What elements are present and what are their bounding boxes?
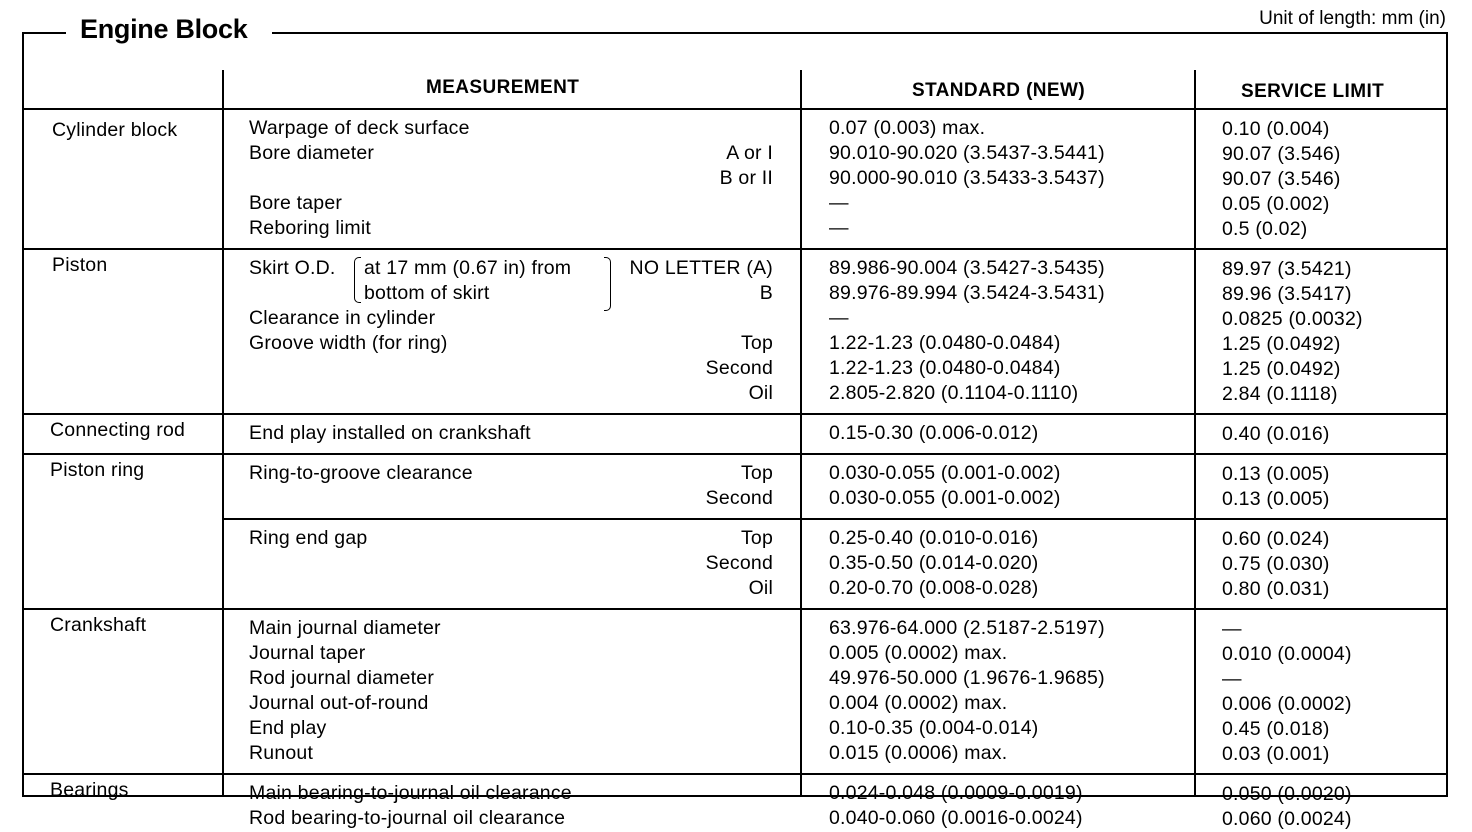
measurement-label: Groove width (for ring) [249,332,448,354]
standard-value: 0.07 (0.003) max. [829,117,986,139]
standard-value: 2.805-2.820 (0.1104-0.1110) [829,382,1079,404]
service-limit-value: 1.25 (0.0492) [1222,333,1341,355]
service-limit-value: 89.96 (3.5417) [1222,283,1352,305]
qualifier-label: NO LETTER (A) [629,257,773,279]
standard-value: 1.22-1.23 (0.0480-0.0484) [829,357,1061,379]
qualifier-label: B [759,282,773,304]
service-limit-value: 90.07 (3.546) [1222,143,1341,165]
measurement-label: Ring-to-groove clearance [249,462,473,484]
standard-value: 0.024-0.048 (0.0009-0.0019) [829,782,1083,804]
measurement-label: Bore taper [249,192,343,214]
qualifier-label: Second [705,552,773,574]
measurement-label: Warpage of deck surface [249,117,470,139]
service-limit-value: 0.006 (0.0002) [1222,693,1352,715]
qualifier-label: Oil [748,382,773,404]
category-label: Piston [52,254,108,276]
measurement-label: End play installed on crankshaft [249,422,531,444]
standard-value: 89.986-90.004 (3.5427-3.5435) [829,257,1105,279]
service-limit-value: 90.07 (3.546) [1222,168,1341,190]
standard-value: 0.030-0.055 (0.001-0.002) [829,487,1061,509]
measurement-label: Bore diameter [249,142,375,164]
standard-value: 90.000-90.010 (3.5433-3.5437) [829,167,1105,189]
service-limit-value: 0.03 (0.001) [1222,743,1330,765]
standard-value: 0.25-0.40 (0.010-0.016) [829,527,1039,549]
standard-value: — [829,307,849,329]
standard-value: 63.976-64.000 (2.5187-2.5197) [829,617,1105,639]
measurement-label: Rod bearing-to-journal oil clearance [249,807,566,829]
service-limit-value: 1.25 (0.0492) [1222,358,1341,380]
qualifier-label: A or I [726,142,773,164]
service-limit-value: — [1222,668,1242,690]
col-rule-1 [222,70,224,796]
standard-value: 1.22-1.23 (0.0480-0.0484) [829,332,1061,354]
measurement-label: Main bearing-to-journal oil clearance [249,782,572,804]
measurement-label: Journal out-of-round [249,692,429,714]
measurement-label: Reboring limit [249,217,372,239]
frame-top-left [22,32,66,34]
section-rule [22,248,1447,250]
measurement-label: Ring end gap [249,527,368,549]
header-rule [22,108,1447,110]
col-rule-3 [1194,70,1196,796]
standard-value: 0.030-0.055 (0.001-0.002) [829,462,1061,484]
measurement-label: Journal taper [249,642,366,664]
category-label: Piston ring [50,459,145,481]
section-rule [22,413,1447,415]
qualifier-label: Oil [748,577,773,599]
service-limit-value: 0.060 (0.0024) [1222,808,1352,830]
standard-value: 89.976-89.994 (3.5424-3.5431) [829,282,1105,304]
service-limit-value: 89.97 (3.5421) [1222,258,1352,280]
service-limit-value: 0.0825 (0.0032) [1222,308,1363,330]
service-limit-value: 0.5 (0.02) [1222,218,1308,240]
standard-value: — [829,192,849,214]
unit-note: Unit of length: mm (in) [1259,8,1446,29]
section-rule [22,773,1447,775]
service-limit-value: 0.45 (0.018) [1222,718,1330,740]
service-limit-value: 0.050 (0.0020) [1222,783,1352,805]
standard-value: 0.20-0.70 (0.008-0.028) [829,577,1039,599]
group-rule [222,518,1447,520]
measurement-label: Rod journal diameter [249,667,435,689]
service-limit-value: 0.13 (0.005) [1222,463,1330,485]
skirt-note: bottom of skirt [364,282,490,304]
qualifier-label: Second [705,357,773,379]
qualifier-label: B or II [719,167,773,189]
service-limit-value: 2.84 (0.1118) [1222,383,1338,405]
service-limit-value: 0.13 (0.005) [1222,488,1330,510]
service-limit-value: 0.10 (0.004) [1222,118,1330,140]
section-rule [22,453,1447,455]
measurement-label: Clearance in cylinder [249,307,436,329]
frame-top-right [272,32,1448,34]
service-limit-value: 0.75 (0.030) [1222,553,1330,575]
service-limit-value: 0.60 (0.024) [1222,528,1330,550]
qualifier-label: Second [705,487,773,509]
service-limit-value: 0.05 (0.002) [1222,193,1330,215]
category-label: Connecting rod [50,419,186,441]
measurement-label: End play [249,717,327,739]
standard-value: 0.040-0.060 (0.0016-0.0024) [829,807,1083,829]
col-rule-2 [800,70,802,796]
brace-right [604,257,611,311]
page-title: Engine Block [80,14,248,44]
service-limit-value: 0.40 (0.016) [1222,423,1330,445]
service-limit-value: — [1222,618,1242,640]
header-service-limit: SERVICE LIMIT [1241,81,1385,102]
qualifier-label: Top [740,332,773,354]
standard-value: 0.35-0.50 (0.014-0.020) [829,552,1039,574]
standard-value: 90.010-90.020 (3.5437-3.5441) [829,142,1105,164]
standard-value: 0.10-0.35 (0.004-0.014) [829,717,1039,739]
standard-value: 0.015 (0.0006) max. [829,742,1008,764]
standard-value: 0.15-0.30 (0.006-0.012) [829,422,1039,444]
section-rule [22,608,1447,610]
standard-value: — [829,217,849,239]
service-limit-value: 0.80 (0.031) [1222,578,1330,600]
service-limit-value: 0.010 (0.0004) [1222,643,1352,665]
category-label: Crankshaft [50,614,147,636]
measurement-label: Runout [249,742,314,764]
standard-value: 49.976-50.000 (1.9676-1.9685) [829,667,1105,689]
category-label: Bearings [50,779,129,801]
skirt-note: at 17 mm (0.67 in) from [364,257,572,279]
brace-left [354,257,361,303]
measurement-label: Skirt O.D. [249,257,336,279]
standard-value: 0.004 (0.0002) max. [829,692,1008,714]
category-label: Cylinder block [52,119,178,141]
measurement-label: Main journal diameter [249,617,441,639]
qualifier-label: Top [740,462,773,484]
header-standard: STANDARD (NEW) [912,80,1086,101]
header-measurement: MEASUREMENT [426,77,580,98]
standard-value: 0.005 (0.0002) max. [829,642,1008,664]
qualifier-label: Top [740,527,773,549]
